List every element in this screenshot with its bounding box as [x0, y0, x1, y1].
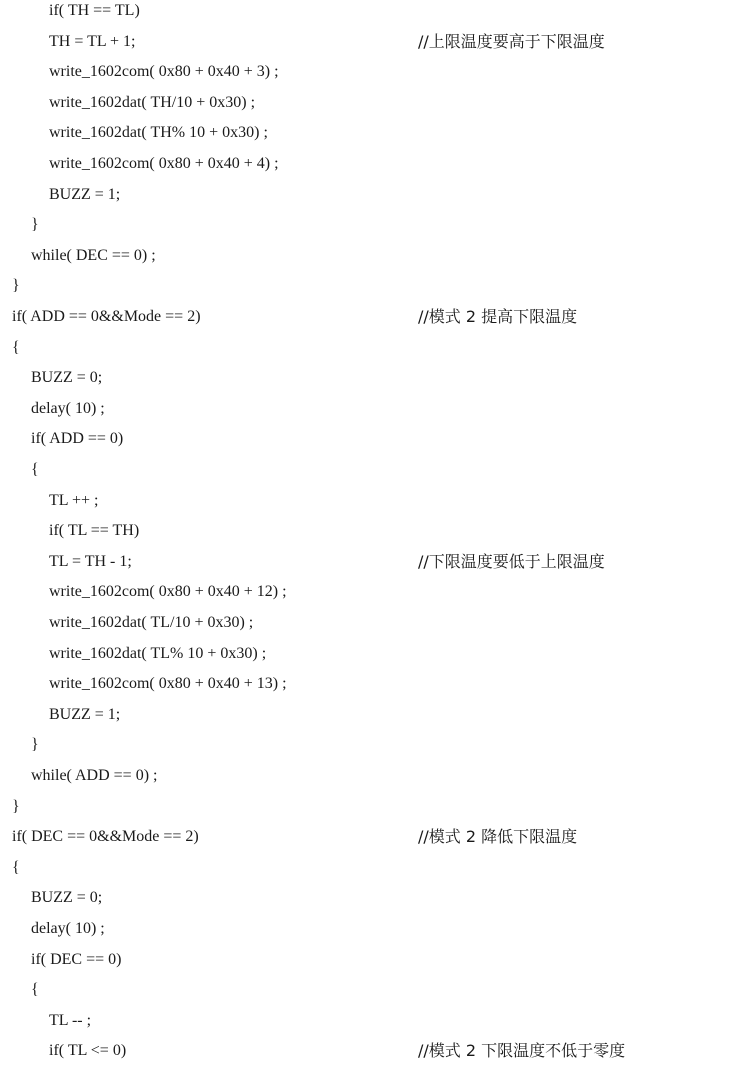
code-line: [0, 239, 748, 273]
code-line: [0, 912, 748, 946]
code-text: delay( 10) ;: [31, 399, 105, 417]
code-line: [0, 1034, 748, 1068]
code-line: [0, 759, 748, 793]
code-text: write_1602dat( TL/10 + 0x30) ;: [49, 614, 254, 631]
code-line: [0, 514, 748, 548]
code-text: write_1602com( 0x80 + 0x40 + 13) ;: [49, 675, 287, 693]
code-text: write_1602com( 0x80 + 0x40 + 3) ;: [49, 63, 279, 81]
code-line: [0, 269, 748, 303]
code-text: }: [31, 736, 39, 754]
code-text: TL -- ;: [49, 1011, 92, 1029]
code-line: [0, 606, 748, 640]
code-text: TH = TL + 1;: [49, 32, 136, 50]
code-line: [0, 116, 748, 150]
code-line: [0, 851, 748, 885]
code-line: [0, 208, 748, 242]
code-text: }: [31, 216, 39, 234]
code-line: [0, 55, 748, 89]
code-text: write_1602dat( TL% 10 + 0x30) ;: [49, 644, 267, 662]
code-line: [0, 453, 748, 487]
code-text: write_1602com( 0x80 + 0x40 + 12) ;: [49, 583, 287, 601]
code-line: [0, 484, 748, 518]
code-text: BUZZ = 1;: [49, 185, 121, 203]
code-text: {: [12, 858, 20, 876]
code-comment: //下限温度要低于上限温度: [418, 551, 605, 571]
code-line: [0, 728, 748, 762]
code-text: if( DEC == 0&&Mode == 2): [12, 828, 199, 846]
code-comment: //模式 2 降低下限温度: [418, 827, 578, 847]
code-text: TL = TH - 1;: [49, 552, 132, 570]
code-comment: //模式 2 提高下限温度: [418, 307, 578, 326]
code-line: [0, 25, 748, 59]
code-line: [0, 86, 748, 120]
code-text: if( ADD == 0&&Mode == 2): [12, 308, 201, 325]
code-line: [0, 943, 748, 977]
code-text: write_1602com( 0x80 + 0x40 + 4) ;: [49, 155, 279, 172]
code-text: while( ADD == 0) ;: [31, 767, 158, 784]
code-comment: //模式 2 下限温度不低于零度: [418, 1041, 626, 1061]
code-text: }: [12, 277, 20, 295]
code-text: TL ++ ;: [49, 491, 99, 509]
code-text: {: [12, 338, 20, 356]
code-line: [0, 637, 748, 671]
code-text: if( TH == TL): [49, 2, 140, 19]
code-line: [0, 575, 748, 609]
code-line: [0, 392, 748, 426]
code-line: [0, 300, 748, 334]
code-text: write_1602dat( TH% 10 + 0x30) ;: [49, 124, 268, 142]
code-line: [0, 178, 748, 212]
code-text: if( DEC == 0): [31, 950, 122, 968]
code-comment: //上限温度要高于下限温度: [418, 31, 605, 51]
code-line: [0, 331, 748, 365]
code-text: BUZZ = 0;: [31, 369, 103, 387]
code-line: [0, 361, 748, 395]
code-text: }: [12, 797, 20, 815]
code-line: [0, 790, 748, 824]
code-text: {: [31, 461, 39, 478]
code-line: [0, 667, 748, 701]
code-line: [0, 698, 748, 732]
code-text: if( TL <= 0): [49, 1042, 127, 1060]
code-line: [0, 1004, 748, 1038]
code-line: [0, 973, 748, 1007]
code-text: while( DEC == 0) ;: [31, 246, 156, 264]
code-line: [0, 820, 748, 854]
code-text: if( TL == TH): [49, 522, 140, 540]
code-text: if( ADD == 0): [31, 430, 124, 448]
code-line: [0, 422, 748, 456]
code-line: [0, 545, 748, 579]
code-line: [0, 881, 748, 915]
code-text: delay( 10) ;: [31, 920, 105, 937]
code-text: BUZZ = 0;: [31, 889, 103, 907]
code-text: {: [31, 981, 39, 999]
code-text: write_1602dat( TH/10 + 0x30) ;: [49, 93, 256, 111]
code-line: [0, 147, 748, 181]
code-text: BUZZ = 1;: [49, 705, 121, 723]
